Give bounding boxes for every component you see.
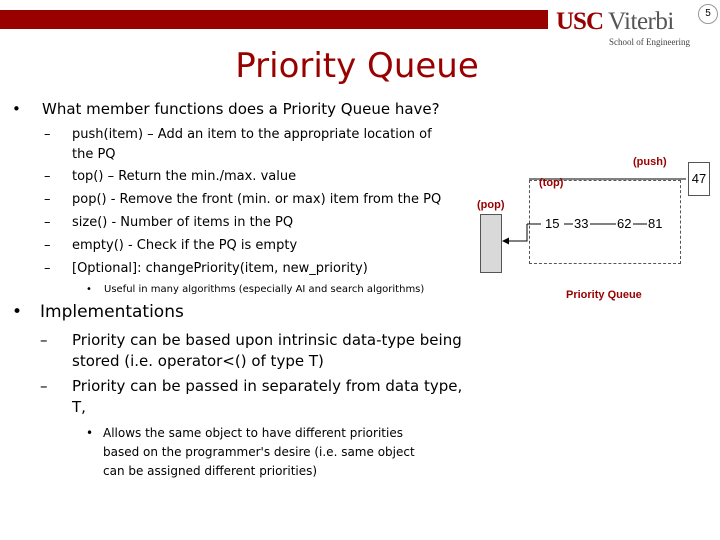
dash-icon: – [44, 192, 51, 207]
bullet-empty-text: empty() - Check if the PQ is empty [72, 238, 298, 253]
slide-title: Priority Queue [235, 46, 479, 86]
bullet-pop-text: pop() - Remove the front (min. or max) item from the PQ [72, 192, 442, 207]
push-label: (push) [633, 156, 667, 168]
logo-viterbi: Viterbi [608, 8, 674, 35]
logo-school: School of Engineering [609, 37, 690, 47]
bullet-allows-cont-1: based on the programmer's desire (i.e. same object [103, 445, 415, 459]
dash-icon: – [40, 377, 48, 395]
bullet-dot-icon: • [12, 100, 21, 118]
popped-items-box [480, 214, 502, 273]
bullet-separate-cont: T, [72, 398, 86, 416]
bullet-allows-text: Allows the same object to have different priorities [103, 426, 403, 440]
pq-value: 62 [617, 216, 632, 231]
dash-icon: – [44, 215, 51, 230]
dash-icon: – [44, 238, 51, 253]
pq-value: 81 [648, 216, 663, 231]
pop-arrow [503, 224, 527, 241]
dash-icon: – [40, 331, 48, 349]
priority-queue-caption: Priority Queue [566, 289, 642, 301]
bullet-push-cont: the PQ [72, 147, 116, 162]
bullet-useful-text: Useful in many algorithms (especially AI and search algorithms) [104, 284, 425, 295]
bullet-implementations-text: Implementations [40, 302, 184, 322]
slide-number: 5 [698, 4, 718, 24]
dash-icon: – [44, 261, 51, 276]
top-label: (top) [539, 177, 564, 189]
bullet-change-priority-text: [Optional]: changePriority(item, new_priority) [72, 261, 368, 276]
bullet-allows-cont-2: can be assigned different priorities) [103, 464, 318, 478]
dash-icon: – [44, 127, 51, 142]
bullet-dot-icon: • [86, 426, 94, 440]
bullet-intrinsic-text: Priority can be based upon intrinsic data-type being [72, 331, 462, 349]
bullet-top-text: top() – Return the min./max. value [72, 169, 297, 184]
pop-label: (pop) [477, 199, 505, 211]
new-item-47: 47 [688, 162, 710, 196]
bullet-dot-icon: • [86, 284, 92, 295]
dash-icon: – [44, 169, 51, 184]
bullet-question-text: What member functions does a Priority Queue have? [42, 100, 440, 118]
bullet-intrinsic-cont: stored (i.e. operator<() of type T) [72, 352, 324, 370]
bullet-push-text: push(item) – Add an item to the appropriate location of [72, 127, 432, 142]
bullet-separate-text: Priority can be passed in separately from data type, [72, 377, 463, 395]
bullet-dot-icon: • [12, 302, 23, 322]
bullet-size-text: size() - Number of items in the PQ [72, 215, 294, 230]
pq-value: 33 [574, 216, 589, 231]
logo-usc: USC [556, 8, 604, 35]
pq-value: 15 [545, 216, 560, 231]
